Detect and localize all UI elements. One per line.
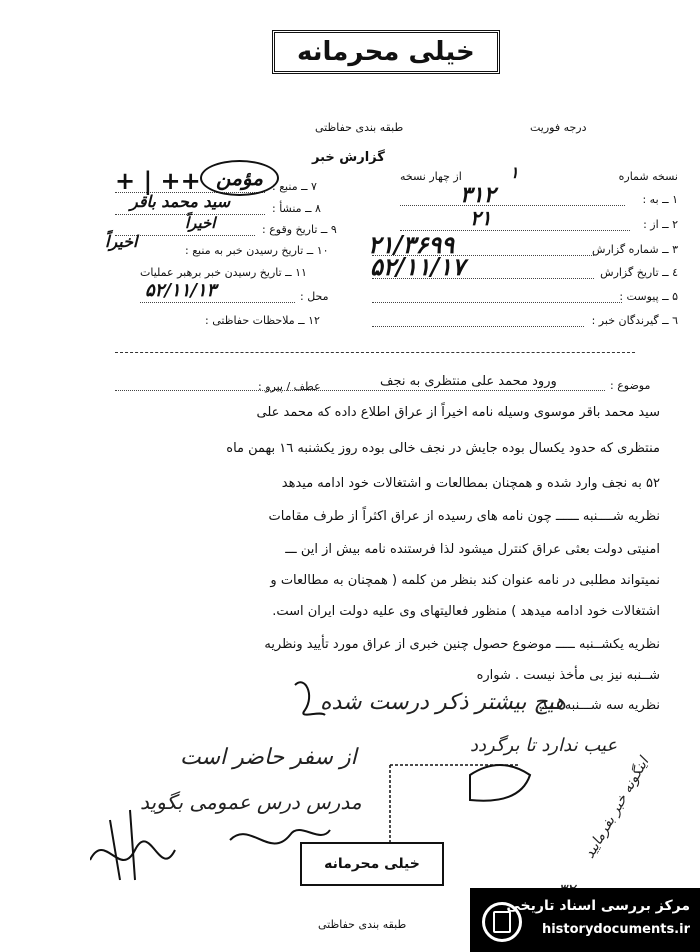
security-notes-label: ۱۲ ــ ملاحظات حفاظتی : xyxy=(205,314,320,327)
reference-label: عطف / پیرو : xyxy=(258,380,321,393)
body-line: شــنبه نیز بی مأخذ نیست . شواره xyxy=(476,668,660,683)
attachment-label: ۵ ــ پیوست : xyxy=(619,290,678,303)
place-label: محل : xyxy=(300,290,329,303)
event-date-label: ۹ ــ تاریخ وقوع : xyxy=(262,223,337,236)
classification-label: طبقه بندی حفاظتی xyxy=(315,121,404,134)
from-label: ۲ ــ از : xyxy=(643,218,678,231)
attachment-line xyxy=(372,302,622,303)
body-line: امنیتی دولت بعثی عراق کنترل میشود لذا فرستنده نامه بیش از این ـــ xyxy=(285,542,660,557)
handwritten-note: هیچ بیشتر ذکر درست شده xyxy=(320,690,566,715)
to-label: ۱ ــ به : xyxy=(642,193,678,206)
handwritten-note: عیب ندارد تا برگردد xyxy=(470,735,618,756)
bottom-stamp-text: خیلی محرمانه xyxy=(324,856,420,872)
header-separator xyxy=(115,352,635,353)
copy-number-label: نسخه شماره xyxy=(618,170,678,183)
classification-stamp: خیلی محرمانه xyxy=(272,30,500,74)
watermark-title: مرکز بررسی اسناد تاریخی xyxy=(506,898,690,914)
handwritten-note: اینگونه خبر بفرمایید xyxy=(581,754,653,862)
report-title: گزارش خبر xyxy=(312,150,385,165)
report-date-label: ٤ ــ تاریخ گزارش xyxy=(600,266,678,279)
source-received-value: اخیراً xyxy=(105,232,138,251)
report-number-value: ۲۱/۳۶۹۹ xyxy=(368,230,455,259)
from-value: ۲۱ xyxy=(470,206,492,230)
recipients-line xyxy=(372,326,584,327)
watermark xyxy=(470,888,700,952)
to-value: ۳۱۲ xyxy=(460,182,496,208)
body-line: اشتغالات خود ادامه میدهد ) منظور فعالیتهای وی علیه دولت ایران است. xyxy=(272,604,660,619)
event-date-value: اخیراً xyxy=(185,214,216,232)
place-line xyxy=(140,302,295,303)
recipients-label: ٦ ــ گیرندگان خبر : xyxy=(591,314,678,327)
copy-extra: از چهار نسخه xyxy=(400,170,462,183)
body-line: سید محمد باقر موسوی وسیله نامه اخیراً از عراق اطلاع داده که محمد علی xyxy=(256,405,660,420)
place-value: ۵۲/۱۱/۱۳ xyxy=(145,280,217,301)
source-marks: + | ++ xyxy=(115,166,201,195)
to-line xyxy=(400,205,625,206)
source-label: ۷ ــ منبع : xyxy=(272,180,317,193)
body-line: نمیتواند مطلبی در نامه عنوان کند بنظر من کلمه ( همچنان به مطالعات و xyxy=(270,573,660,588)
body-line: نظریه سه شـــنبه ـــــ xyxy=(541,698,660,713)
body-line: منتظری که حدود یکسال بوده جایش در نجف خالی بوده روز یکشنبه ۱٦ بهمن ماه xyxy=(226,441,660,456)
watermark-url: historydocuments.ir xyxy=(541,922,690,937)
source-value: مؤمن xyxy=(200,160,279,196)
subject-text: ورود محمد علی منتظری به نجف xyxy=(380,374,557,389)
handwritten-note: مدرس درس عمومی بگوید xyxy=(140,790,362,814)
body-line: نظریه یکشــنبه ـــــ موضوع حصول چنین خبری از عراق مورد تأیید ونظریه xyxy=(264,637,660,652)
handwritten-note: از سفر حاضر است xyxy=(180,745,357,770)
report-date-value: ۵۲/۱۱/۱۷ xyxy=(370,252,465,281)
urgency-label: درجه فوریت xyxy=(530,121,587,134)
origin-label: ۸ ــ منشأ : xyxy=(272,202,321,215)
origin-value: سید محمد باقر xyxy=(130,192,231,211)
source-received-label: ۱۰ ــ تاریخ رسیدن خبر به منبع : xyxy=(185,244,329,257)
copy-number-value: ۱ xyxy=(510,163,519,182)
bottom-stamp xyxy=(300,842,444,886)
subject-line xyxy=(115,390,605,391)
ops-received-label: ۱۱ ــ تاریخ رسیدن خبر برهبر عملیات xyxy=(140,266,307,279)
footer-classification-label: طبقه بندی حفاظتی xyxy=(318,918,407,931)
body-line: ۵۲ به نجف وارد شده و همچنان بمطالعات و اشتغالات خود ادامه میدهد xyxy=(281,476,660,491)
subject-label: موضوع : xyxy=(610,379,651,392)
body-line: نظریه شــــنبه ــــــ چون نامه های رسیده از عراق اکثراً از طرف مقامات xyxy=(268,509,660,524)
report-number-label: ۳ ــ شماره گزارش xyxy=(592,243,678,256)
